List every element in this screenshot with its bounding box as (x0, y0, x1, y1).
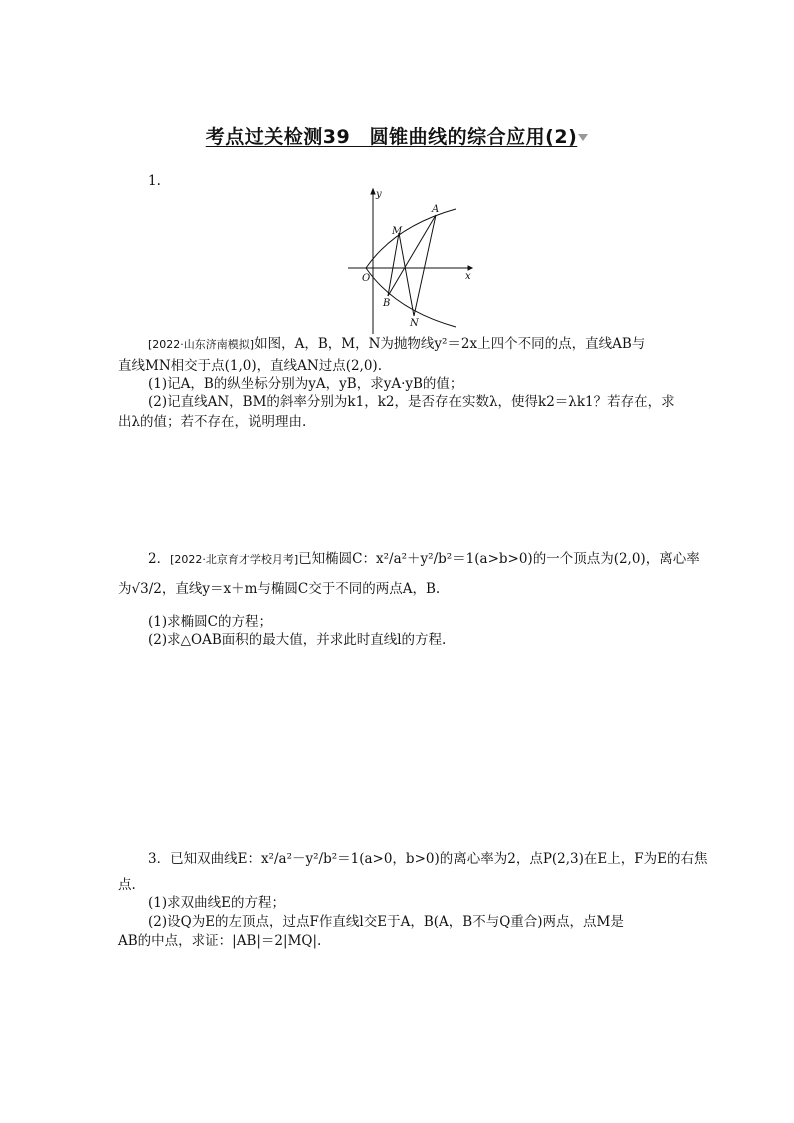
q2-line1 (148, 548, 700, 571)
dropdown-marker-icon (578, 134, 588, 141)
q2-line2: 为√3/2，直线y＝x＋m与椭圆C交于不同的两点A，B. (118, 581, 441, 597)
q2-number: 2． (148, 551, 171, 567)
label-x: x (465, 271, 471, 282)
q3-line4: (2)设Q为E的左顶点，过点F作直线l交E于A，B(A，B不与Q重合)两点，点M是 (148, 914, 624, 930)
q1-line5: 出λ的值；若不存在，说明理由. (118, 414, 307, 430)
q3-number: 3． (148, 851, 171, 867)
q3-line5: AB的中点，求证：|AB|＝2|MQ|. (118, 933, 322, 949)
q3-line1 (148, 848, 708, 870)
q2-text1: 已知椭圆C：x²/a²＋y²/b²＝1(a>b>0)的一个顶点为(2,0)，离心率 (298, 551, 700, 567)
q1-source: [2022·山东济南模拟] (148, 338, 255, 351)
label-y: y (376, 189, 382, 200)
q1-line1 (148, 333, 645, 356)
q2-line3: (1)求椭圆C的方程； (148, 614, 272, 630)
q3-line2: 点. (118, 877, 136, 893)
q1-line3: (1)记A，B的纵坐标分别为yA，yB，求yA·yB的值； (148, 376, 464, 392)
label-A: A (432, 204, 440, 215)
label-M: M (392, 226, 403, 237)
label-B: B (383, 298, 391, 309)
q3-line3: (1)求双曲线E的方程； (148, 895, 285, 911)
title-text: 考点过关检测39 圆锥曲线的综合应用(2) (205, 126, 578, 148)
q2-line4: (2)求△OAB面积的最大值，并求此时直线l的方程. (148, 632, 447, 648)
label-N: N (410, 318, 419, 329)
q1-text1: 如图，A，B，M，N为抛物线y²＝2x上四个不同的点，直线AB与 (254, 336, 646, 352)
q1-number: 1. (148, 173, 161, 189)
page-title (0, 122, 794, 149)
q2-source: [2022·北京育才学校月考] (170, 553, 299, 566)
q1-line2: 直线MN相交于点(1,0)，直线AN过点(2,0). (118, 358, 382, 374)
q1-line4: (2)记直线AN，BM的斜率分别为k1，k2，是否存在实数λ，使得k2＝λk1？若存在，求 (148, 394, 675, 410)
x-axis-arrow (468, 266, 472, 270)
y-axis-arrow (371, 189, 375, 194)
q3-text1: 已知双曲线E：x²/a²－y²/b²＝1(a>0，b>0)的离心率为2，点P(2,3)在E上，F为E的右焦 (170, 851, 708, 867)
parabola-figure (340, 186, 485, 336)
label-O: O (362, 273, 371, 284)
segment-AN (414, 215, 436, 316)
